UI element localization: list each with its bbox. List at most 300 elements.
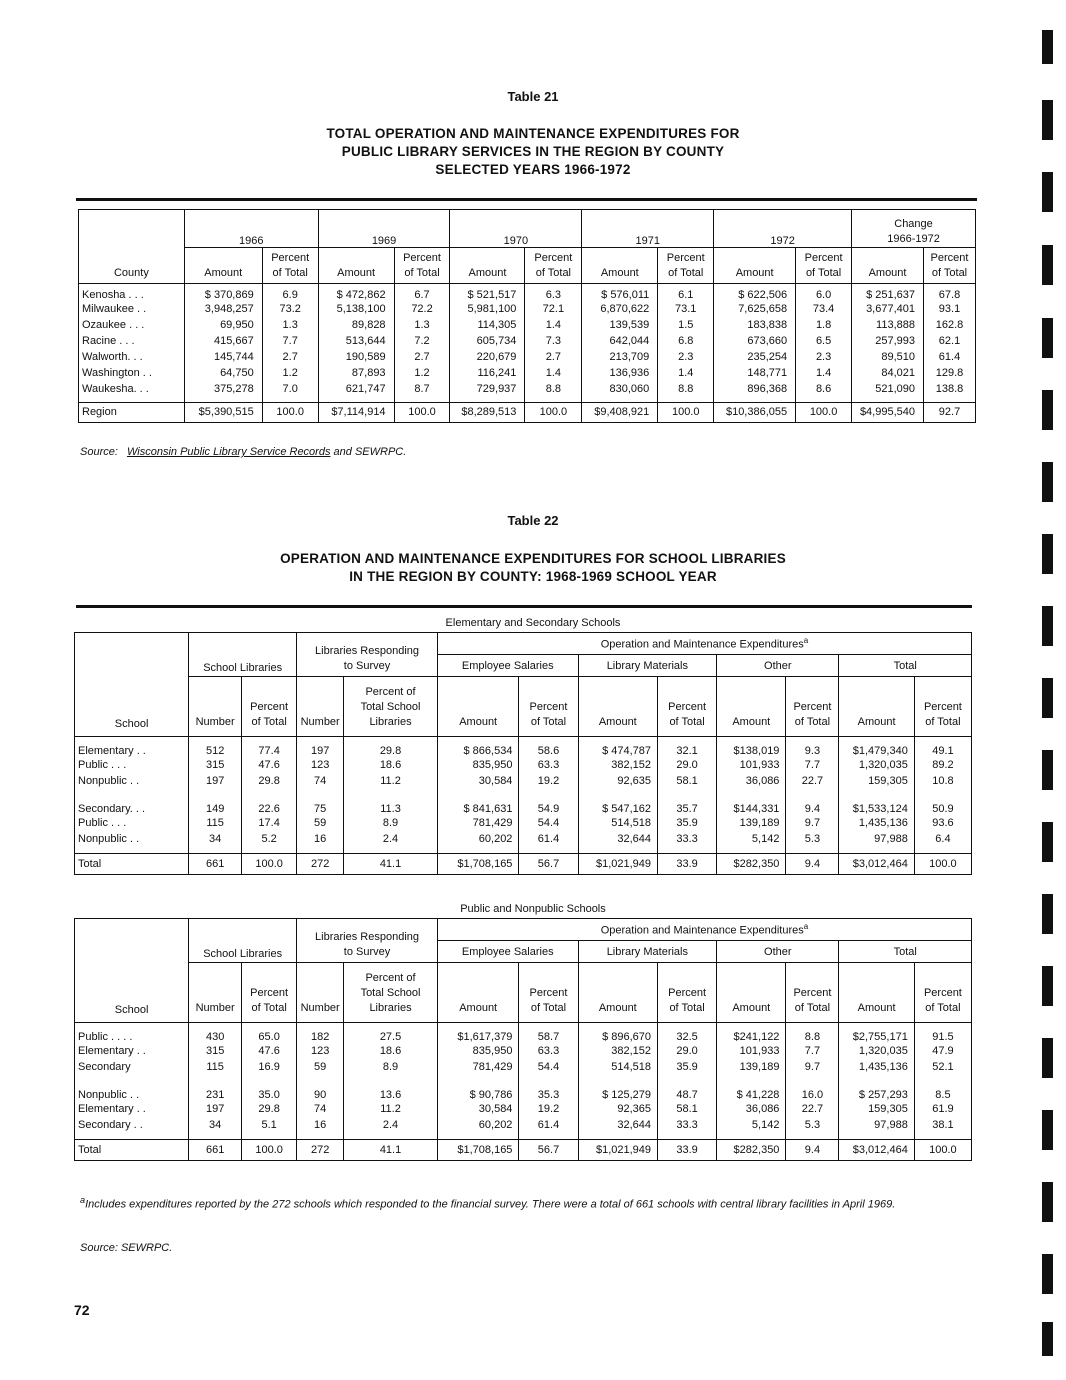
source-label: Source: [80,446,118,458]
amount-cell: $1,533,124 [839,789,914,815]
percent-total-school-header [344,963,438,1023]
percent-cell: 62.1 [924,333,976,349]
percent-cell: 6.3 [525,284,582,302]
amount-cell: $ 257,293 [839,1075,914,1101]
amount-cell: $4,995,540 [852,402,924,422]
table-row [79,301,976,317]
percent-cell: 22.7 [786,773,839,789]
amount-cell: 3,948,257 [184,301,262,317]
amount-header: Amount [582,248,658,284]
percent-label: Percent [930,251,969,264]
amount-cell: 514,518 [578,1059,657,1075]
amount-cell: 1,435,136 [839,815,914,831]
value-cell: 8.9 [344,815,438,831]
value-cell: 41.1 [344,853,438,874]
percent-cell: 33.9 [658,853,717,874]
percent-cell: 33.3 [658,1117,717,1133]
of-total-label: of Total [404,266,440,279]
percent-cell: 50.9 [914,789,971,815]
percent-cell: 8.8 [525,381,582,397]
table21-source [80,446,406,458]
amount-cell: 84,021 [852,365,924,381]
table-row [79,365,976,381]
percent-cell: 48.7 [658,1075,717,1101]
margin-mark [1042,822,1053,862]
percent-label: Percent [271,251,310,264]
of-total-label: of Total [925,1002,961,1014]
percent-cell: 49.1 [914,737,971,758]
value-cell: 197 [189,1101,242,1117]
county-header: County [79,248,185,284]
amount-header: Amount [437,963,519,1023]
libraries-responding-header [297,919,438,963]
school-cell: Elementary . . [78,745,146,757]
percent-header [262,248,318,284]
percent-label: Percent [250,987,289,999]
amount-cell: $ 521,517 [450,284,525,302]
margin-mark [1042,750,1053,790]
value-cell: 100.0 [242,1139,297,1160]
table22-label: Table 22 [507,513,559,528]
source-reference: Wisconsin Public Library Service Records [126,446,331,458]
amount-cell: 69,950 [184,317,262,333]
value-cell: 65.0 [242,1023,297,1044]
amount-cell: $ 576,011 [582,284,658,302]
percent-cell: 73.1 [658,301,714,317]
om-label: Operation and Maintenance Expenditures [600,924,804,937]
value-cell: 90 [297,1075,344,1101]
percent-label: Percent [804,251,843,264]
amount-cell: 148,771 [714,365,796,381]
percent-label: Percent [529,701,568,713]
year-header: 1971 [582,210,714,248]
percent-cell: 7.0 [262,381,318,397]
percent-header [242,677,297,737]
percent-cell: 29.0 [658,1043,717,1059]
percent-cell: 2.7 [262,349,318,365]
table22-title-line: IN THE REGION BY COUNTY: 1968-1969 SCHOOL YEAR [349,569,717,584]
amount-cell: 257,993 [852,333,924,349]
percent-of-label: Percent of [365,972,416,984]
percent-label: Percent [793,987,832,999]
school-cell: Secondary. . . [78,803,146,815]
number-header: Number [189,963,242,1023]
amount-cell: $282,350 [717,1139,786,1160]
number-header: Number [189,677,242,737]
amount-cell: 136,936 [582,365,658,381]
amount-header: Amount [184,248,262,284]
percent-cell: 129.8 [924,365,976,381]
amount-cell: $7,114,914 [318,402,394,422]
amount-cell: $1,708,165 [437,1139,519,1160]
amount-cell: 92,365 [578,1101,657,1117]
value-cell: 231 [189,1075,242,1101]
number-header: Number [297,963,344,1023]
school-libraries-header: School Libraries [189,633,297,677]
amount-cell: 382,152 [578,1043,657,1059]
value-cell: 315 [189,1043,242,1059]
value-cell: 34 [189,831,242,847]
percent-cell: 61.9 [914,1101,971,1117]
of-total-label: of Total [794,716,831,728]
to-survey-label: to Survey [343,660,391,672]
school-cell: Public . . . [78,759,127,771]
percent-cell: 9.4 [786,789,839,815]
blank-cell [75,655,189,677]
county-cell: Washington . . [82,367,152,379]
value-cell: 27.5 [344,1023,438,1044]
amount-cell: $ 90,786 [437,1075,519,1101]
amount-header: Amount [839,963,914,1023]
header-row [75,963,972,1023]
value-cell: 8.9 [344,1059,438,1075]
of-total-label: of Total [251,716,287,728]
of-total-label: of Total [931,266,968,279]
percent-cell: 100.0 [914,853,971,874]
margin-mark [1042,30,1053,64]
table21-title-line: PUBLIC LIBRARY SERVICES IN THE REGION BY COUNTY [341,144,725,159]
expenditure-group-header: Total [839,655,972,677]
amount-cell: 32,644 [578,831,657,847]
change-label: Change [894,218,933,230]
value-cell: 75 [297,789,344,815]
value-cell: 29.8 [242,1101,297,1117]
source-rest: and SEWRPC. [333,446,407,458]
value-cell: 272 [297,1139,344,1160]
percent-cell: 54.4 [519,1059,578,1075]
value-cell: 16 [297,831,344,847]
total-row [75,853,972,874]
amount-header: Amount [839,677,914,737]
amount-header: Amount [852,248,924,284]
margin-mark [1042,462,1053,502]
amount-header: Amount [437,677,519,737]
percent-cell: 6.5 [796,333,852,349]
value-cell: 74 [297,1101,344,1117]
percent-cell: 47.9 [914,1043,971,1059]
of-total-label: of Total [530,1002,567,1014]
percent-header [242,963,297,1023]
amount-cell: 64,750 [184,365,262,381]
percent-cell: 2.3 [796,349,852,365]
value-cell: 11.2 [344,1101,438,1117]
school-cell: Elementary . . [78,1103,146,1115]
value-cell: 11.3 [344,789,438,815]
percent-header [519,677,578,737]
percent-cell: 93.6 [914,815,971,831]
amount-cell: $282,350 [717,853,786,874]
table-row [75,737,972,758]
amount-cell: 60,202 [437,831,519,847]
year-header: 1972 [714,210,852,248]
margin-mark [1042,678,1053,718]
amount-cell: 159,305 [839,773,914,789]
school-cell: Secondary [78,1061,131,1073]
table22-title [0,550,1066,586]
amount-cell: $3,012,464 [839,1139,914,1160]
percent-cell: 8.8 [786,1023,839,1044]
value-cell: 16 [297,1117,344,1133]
percent-cell: 162.8 [924,317,976,333]
amount-cell: 673,660 [714,333,796,349]
amount-cell: 514,518 [578,815,657,831]
amount-cell: 89,510 [852,349,924,365]
percent-cell: 19.2 [519,773,578,789]
margin-mark [1042,1038,1053,1078]
county-cell: Racine . . . [82,335,135,347]
year-header: 1969 [318,210,450,248]
amount-cell: $ 472,862 [318,284,394,302]
percent-cell: 6.7 [394,284,450,302]
percent-cell: 7.7 [786,757,839,773]
percent-cell: 93.1 [924,301,976,317]
amount-cell: 1,320,035 [839,1043,914,1059]
value-cell: 197 [297,737,344,758]
of-total-label: of Total [669,716,705,728]
percent-cell: 100.0 [262,402,318,422]
percent-cell: 1.5 [658,317,714,333]
amount-cell: 3,677,401 [852,301,924,317]
amount-cell: 605,734 [450,333,525,349]
of-total-label: of Total [668,266,704,279]
amount-cell: $ 547,162 [578,789,657,815]
county-cell: Walworth. . . [82,351,143,363]
percent-label: Percent [668,987,707,999]
of-total-label: of Total [805,266,842,279]
libraries-responding-label: Libraries Responding [315,931,419,943]
table-row [75,773,972,789]
blank-cell [75,941,189,963]
percent-cell: 33.3 [658,831,717,847]
value-cell: 100.0 [242,853,297,874]
value-cell: 2.4 [344,831,438,847]
header-row [75,633,972,655]
amount-cell: 60,202 [437,1117,519,1133]
value-cell: 661 [189,1139,242,1160]
amount-cell: 32,644 [578,1117,657,1133]
region-row [79,402,976,422]
table21-body [79,284,976,423]
amount-cell: 835,950 [437,1043,519,1059]
expenditure-group-header: Other [717,655,839,677]
panel-a-caption: Elementary and Secondary Schools [445,617,621,629]
amount-cell: 159,305 [839,1101,914,1117]
percent-cell: 5.3 [786,1117,839,1133]
percent-cell: 6.0 [796,284,852,302]
amount-header: Amount [714,248,796,284]
value-cell: 29.8 [344,737,438,758]
table-row [79,381,976,397]
percent-cell: 8.5 [914,1075,971,1101]
amount-header: Amount [318,248,394,284]
value-cell: 16.9 [242,1059,297,1075]
amount-cell: 30,584 [437,773,519,789]
value-cell: 29.8 [242,773,297,789]
value-cell: 59 [297,815,344,831]
percent-header [658,248,714,284]
amount-cell: $ 370,869 [184,284,262,302]
header-row [75,677,972,737]
amount-cell: 415,667 [184,333,262,349]
libraries-label: Libraries [369,1002,412,1014]
percent-cell: 19.2 [519,1101,578,1117]
percent-cell: 58.1 [658,1101,717,1117]
table21-title-line: TOTAL OPERATION AND MAINTENANCE EXPENDITURES FOR [326,126,740,141]
table22-top-rule [76,605,972,608]
amount-cell: 5,138,100 [318,301,394,317]
amount-cell: $3,012,464 [839,853,914,874]
amount-cell: 5,981,100 [450,301,525,317]
value-cell: 41.1 [344,1139,438,1160]
value-cell: 47.6 [242,1043,297,1059]
school-cell: Nonpublic . . [78,775,140,787]
of-total-label: of Total [669,1002,705,1014]
footnote-text: Includes expenditures reported by the 272 schools which responded to the financial survey. There were a total of 661 schools with central library facilities in April 1969. [85,1198,896,1211]
percent-header [786,963,839,1023]
percent-cell: 1.4 [796,365,852,381]
value-cell: 315 [189,757,242,773]
margin-mark [1042,245,1053,285]
school-cell: Nonpublic . . [78,1089,140,1101]
percent-cell: 8.8 [658,381,714,397]
percent-header [796,248,852,284]
percent-cell: 35.9 [658,815,717,831]
amount-cell: 36,086 [717,773,786,789]
table-row [75,815,972,831]
amount-header: Amount [717,677,786,737]
margin-mark [1042,390,1053,430]
percent-cell: 7.7 [786,1043,839,1059]
amount-cell: $144,331 [717,789,786,815]
school-cell: Secondary . . [78,1119,143,1131]
table22-footnote [80,1192,980,1213]
amount-header: Amount [450,248,525,284]
percent-cell: 7.3 [525,333,582,349]
table-row [75,1059,972,1075]
percent-cell: 32.5 [658,1023,717,1044]
expenditure-group-header: Library Materials [578,941,717,963]
change-years: 1966-1972 [887,233,940,245]
percent-header [525,248,582,284]
percent-cell: 9.7 [786,1059,839,1075]
value-cell: 34 [189,1117,242,1133]
percent-cell: 73.2 [262,301,318,317]
percent-cell: 100.0 [658,402,714,422]
percent-label: Percent [923,701,962,713]
amount-cell: 92,635 [578,773,657,789]
amount-cell: 213,709 [582,349,658,365]
percent-cell: 35.7 [658,789,717,815]
percent-label: Percent [793,701,832,713]
amount-cell: 1,435,136 [839,1059,914,1075]
amount-cell: 235,254 [714,349,796,365]
school-header: School [75,677,189,737]
school-header: School [75,963,189,1023]
percent-cell: 61.4 [924,349,976,365]
amount-cell: $1,708,165 [437,853,519,874]
county-cell: Milwaukee . . [82,303,147,315]
percent-cell: 1.4 [525,317,582,333]
table22-panel-a [74,632,972,875]
amount-cell: $ 125,279 [578,1075,657,1101]
value-cell: 149 [189,789,242,815]
percent-cell: 8.7 [394,381,450,397]
percent-cell: 35.3 [519,1075,578,1101]
percent-cell: 92.7 [924,402,976,422]
percent-cell: 63.3 [519,1043,578,1059]
value-cell: 59 [297,1059,344,1075]
footnote-mark: a [803,636,809,646]
amount-cell: 1,320,035 [839,757,914,773]
libraries-label: Libraries [369,716,412,728]
percent-cell: 100.0 [914,1139,971,1160]
amount-cell: 36,086 [717,1101,786,1117]
amount-cell: $241,122 [717,1023,786,1044]
value-cell: 47.6 [242,757,297,773]
amount-cell: $ 41,228 [717,1075,786,1101]
amount-header: Amount [578,963,657,1023]
margin-mark [1042,1110,1053,1150]
percent-cell: 58.1 [658,773,717,789]
amount-cell: $10,386,055 [714,402,796,422]
value-cell: 123 [297,757,344,773]
header-row [75,919,972,941]
percent-cell: 29.0 [658,757,717,773]
of-total-label: of Total [251,1002,287,1014]
percent-cell: 58.7 [519,1023,578,1044]
of-total-label: of Total [535,266,572,279]
amount-cell: 521,090 [852,381,924,397]
county-cell: Waukesha. . . [82,383,149,395]
amount-cell: 113,888 [852,317,924,333]
percent-cell: 35.9 [658,1059,717,1075]
percent-cell: 72.1 [525,301,582,317]
amount-cell: 139,539 [582,317,658,333]
amount-cell: 5,142 [717,831,786,847]
percent-cell: 2.7 [394,349,450,365]
table-row [75,1043,972,1059]
of-total-label: of Total [272,266,308,279]
amount-cell: 183,838 [714,317,796,333]
of-total-label: of Total [925,716,961,728]
percent-cell: 56.7 [519,1139,578,1160]
panel-b-caption: Public and Nonpublic Schools [460,903,606,915]
amount-cell: $ 474,787 [578,737,657,758]
amount-cell: 375,278 [184,381,262,397]
om-expenditures-header [437,633,971,655]
amount-cell: 835,950 [437,757,519,773]
number-header: Number [297,677,344,737]
percent-header [786,677,839,737]
libraries-responding-header [297,633,438,677]
amount-cell: 781,429 [437,815,519,831]
table-row [79,284,976,302]
percent-cell: 1.8 [796,317,852,333]
percent-cell: 38.1 [914,1117,971,1133]
percent-cell: 9.3 [786,737,839,758]
table-row [75,1101,972,1117]
page-number: 72 [74,1302,90,1318]
percent-cell: 138.8 [924,381,976,397]
percent-cell: 63.3 [519,757,578,773]
school-libraries-header: School Libraries [189,919,297,963]
percent-header [519,963,578,1023]
amount-cell: $9,408,921 [582,402,658,422]
amount-cell: 220,679 [450,349,525,365]
table-row [75,757,972,773]
value-cell: 18.6 [344,757,438,773]
percent-cell: 1.4 [525,365,582,381]
